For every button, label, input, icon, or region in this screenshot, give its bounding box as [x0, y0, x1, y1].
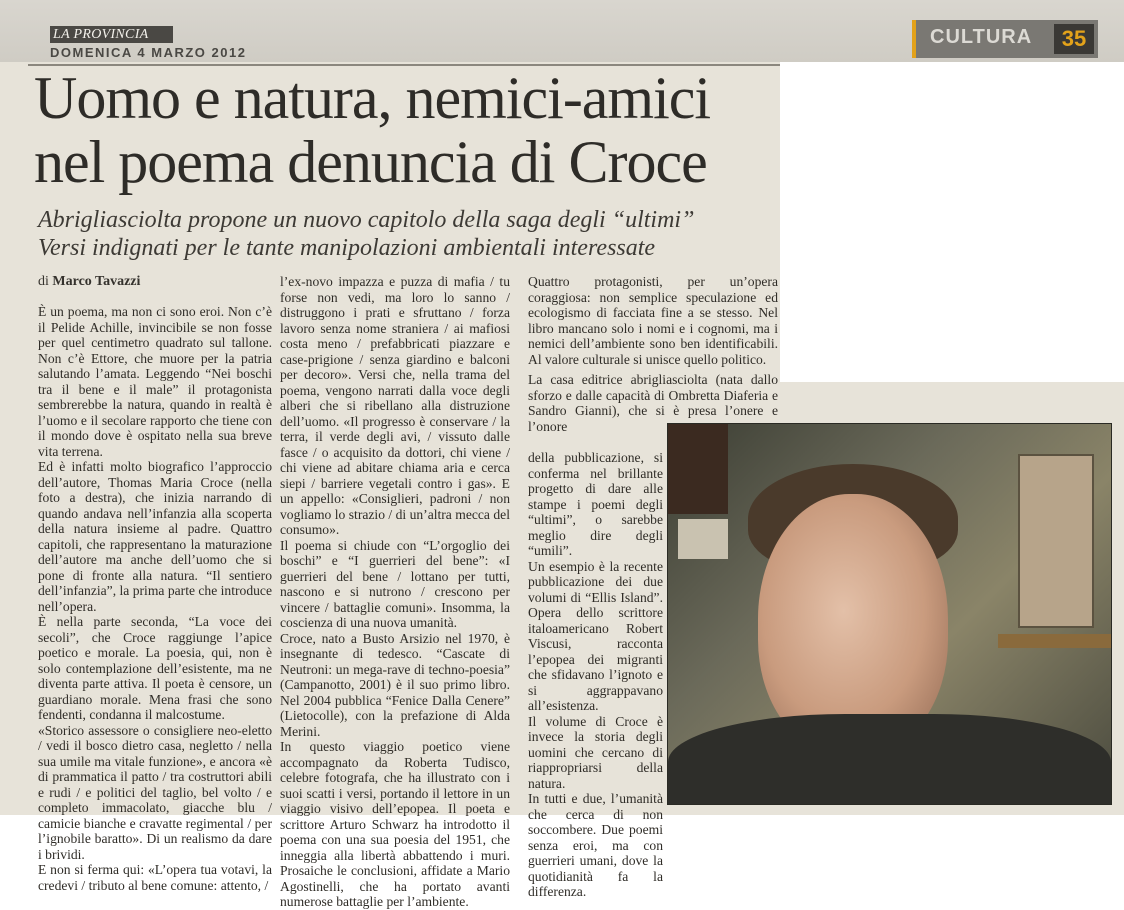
- paragraph: l’ex-novo impazza e puzza di mafia / tu forse non vedi, ma loro lo sanno / distruggono i prati e sfruttano / forza lavoro senza nome straniera / ai mafiosi costa meno / prefabbricati piazzare e case-prigione / senza giardino e balconi per decoro». Versi che, nella trama del poema, vengono narrati dalla voce degli alberi che si ribellano alla distruzione dell’uomo. «Il progresso è conservare / la terra, il verde degli avi, / vissuto dalle fasce / o acquisito da dottori, chi viene / chi viene ad abitare chiama aria e cerca siepi / barriere vegetali contro i gas». E un appello: «Consiglieri, padroni / non vogliamo lo strazio / di un’altra mecca del consumo».: [280, 274, 510, 537]
- blank-margin: [780, 62, 1124, 382]
- page-number: 35: [1054, 24, 1094, 54]
- paragraph: È nella parte seconda, “La voce dei secoli”, che Croce raggiunge l’apice poetico e morale. La poesia, qui, non è solo contemplazione dell’esistente, ma ne diventa parte attiva. Il poeta è censore, un guardiano morale. Mena frasi che sono fendenti, condanna il malcostume.: [38, 614, 272, 722]
- article-subhead: [38, 206, 798, 262]
- paragraph: della pubblicazione, si conferma nel brillante progetto di dare alle stampe i poemi degli “ultimi”, o sarebbe meglio dire degli “umili”.: [528, 450, 663, 558]
- paragraph: Ed è infatti molto biografico l’approccio dell’autore, Thomas Maria Croce (nella foto a destra), che inizia narrando di quando andava nell’infanzia alla scoperta della natura insieme al padre. Quattro capitoli, che rappresentano la maturazione dell’autore ma anche dell’uomo che si pone di fronte alla natura. “Il sentiero dell’infanzia”, la prima parte che introduce nell’opera.: [38, 459, 272, 614]
- shelf-shape: [998, 634, 1111, 648]
- section-label: CULTURA: [930, 26, 1033, 48]
- paragraph: Quattro protagonisti, per un’opera coraggiosa: non semplice speculazione ed ecologismo di facciata fine a se stesso. Nel libro mancano solo i nomi e i cognomi, ma i nemici dell’ambiente sono ben identificabili. Al valore culturale si unisce quello politico.: [528, 274, 778, 367]
- text-column-1: [38, 304, 272, 893]
- paragraph: Croce, nato a Busto Arsizio nel 1970, è insegnante di tedesco. “Cascate di Neutroni: un mega-rave di techno-poesia” (Campanotto, 2001) è il suo primo libro. Nel 2004 pubblica “Fenice Dalla Cenere” (Lietocolle), con la prefazione di Alda Merini.: [280, 630, 510, 739]
- paragraph: In tutti e due, l’umanità che cerca di non soccombere. Due poemi senza eroi, ma con guerrieri umani, dove la quotidianità fa la differenza.: [528, 791, 663, 899]
- paragraph: Il poema si chiude con “L’orgoglio dei boschi” e “I guerrieri del bene”: «I guerrieri del bene / lottano per tutti, nascono e si nutrono / crescono per vincere / battaglie comuni». Insomma, la coscienza di una nuova umanità.: [280, 537, 510, 630]
- masthead: [0, 0, 1124, 62]
- text-column-2: [280, 274, 510, 910]
- byline: [38, 274, 140, 290]
- paragraph: Un esempio è la recente pubblicazione dei due volumi di “Ellis Island”. Opera dello scrittore italoamericano Robert Viscusi, racconta l’epopea dei migranti che sfidavano l’ignoto e si aggrappavano all’esistenza.: [528, 558, 663, 713]
- subhead-line-1: Abrigliasciolta propone un nuovo capitolo della saga degli “ultimi”: [38, 207, 695, 233]
- paragraph: È un poema, ma non ci sono eroi. Non c’è il Pelide Achille, invincibile se non fosse per quel centimetro quadrato sul tallone. Non c’è Ettore, che muore per la patria salutando l’amata. Leggendo “Nei boschi tra il bene e il male” il protagonista sembrerebbe la natura, quando in realtà è l’uomo e il secolare rapporto che tiene con il mondo dove è ospitato nella sua breve vita terrena.: [38, 304, 272, 459]
- author-photo: [667, 423, 1112, 805]
- bookshelf-shape: [668, 424, 728, 514]
- subhead-line-2: Versi indignati per le tante manipolazioni ambientali interessate: [38, 235, 656, 261]
- book-cover-shape: [1018, 454, 1094, 628]
- paragraph: E non si ferma qui: «L’opera tua votavi, la credevi / tributo al bene comune: attento, /: [38, 862, 272, 893]
- bookshelf-shape: [678, 519, 728, 559]
- article-headline: [34, 66, 774, 194]
- byline-author: Marco Tavazzi: [52, 274, 141, 289]
- headline-line-1: Uomo e natura, nemici-amici: [34, 65, 711, 131]
- publication-date: DOMENICA 4 MARZO 2012: [50, 45, 247, 60]
- paragraph: La casa editrice abrigliasciolta (nata dallo sforzo e dalle capacità di Ombretta Diaferia e Sandro Gianni), che si è presa l’onere e l’onore: [528, 372, 778, 434]
- headline-line-2: nel poema denuncia di Croce: [34, 129, 707, 195]
- newspaper-logo: LA PROVINCIA: [50, 26, 173, 43]
- paragraph: «Storico assessore o consigliere neo-eletto / vedi il bosco dietro casa, negletto / nella sua umile ma vitale funzione», e ancora «è di prammatica il patto / tra costruttori abili e rudi / e politici del taglio, bel volto / e completo immacolato, giacche blu / camicie bianche e cravatte regimental / per l’ignobile baratto». Di un realismo da dare i brividi.: [38, 722, 272, 862]
- byline-prefix: di: [38, 274, 49, 289]
- text-column-3: [528, 274, 778, 367]
- paragraph: Il volume di Croce è invece la storia degli uomini che cercano di riappropriarsi della natura.: [528, 713, 663, 791]
- paragraph: In questo viaggio poetico viene accompagnato da Roberta Tudisco, celebre fotografa, che ha illustrato con i suoi scatti i versi, portando il lettore in un viaggio visivo dell’epopea. Il poeta e scrittore Arturo Schwarz ha introdotto il poema con una sua poesia del 1951, che inneggia alla libertà abbattendo i muri. Prosaiche le conclusioni, affidate a Mario Agostinelli, che ha portato avanti numerose battaglie per l’ambiente.: [280, 739, 510, 909]
- shoulder-shape: [668, 714, 1111, 805]
- section-tab: [912, 20, 1098, 58]
- text-column-5: [528, 450, 663, 900]
